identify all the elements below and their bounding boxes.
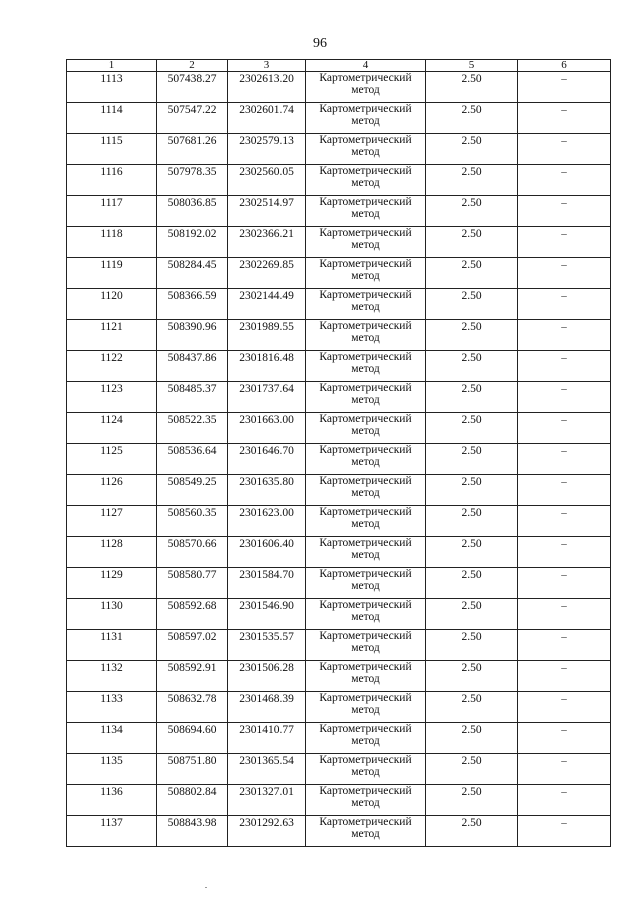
table-row [67, 506, 611, 537]
point-number-cell: 1120 [67, 289, 157, 320]
point-number-cell: 1133 [67, 692, 157, 723]
accuracy-cell: 2.50 [426, 816, 518, 847]
point-number-cell: 1130 [67, 599, 157, 630]
table-row [67, 103, 611, 134]
header-cell: 5 [426, 60, 518, 72]
x-coordinate-cell: 508592.91 [157, 661, 228, 692]
method-cell: Картометрический метод [306, 599, 426, 630]
note-cell: – [518, 785, 611, 816]
table-header-row [67, 60, 611, 72]
x-coordinate-cell: 508549.25 [157, 475, 228, 506]
accuracy-cell: 2.50 [426, 723, 518, 754]
x-coordinate-cell: 507978.35 [157, 165, 228, 196]
x-coordinate-cell: 508390.96 [157, 320, 228, 351]
table-row [67, 568, 611, 599]
accuracy-cell: 2.50 [426, 661, 518, 692]
method-cell: Картометрический метод [306, 103, 426, 134]
method-cell: Картометрический метод [306, 661, 426, 692]
y-coordinate-cell: 2302366.21 [228, 227, 306, 258]
accuracy-cell: 2.50 [426, 537, 518, 568]
accuracy-cell: 2.50 [426, 599, 518, 630]
method-cell: Картометрический метод [306, 723, 426, 754]
accuracy-cell: 2.50 [426, 258, 518, 289]
method-cell: Картометрический метод [306, 165, 426, 196]
table-row [67, 692, 611, 723]
accuracy-cell: 2.50 [426, 444, 518, 475]
accuracy-cell: 2.50 [426, 320, 518, 351]
accuracy-cell: 2.50 [426, 165, 518, 196]
table-row [67, 165, 611, 196]
method-cell: Картометрический метод [306, 816, 426, 847]
note-cell: – [518, 134, 611, 165]
point-number-cell: 1117 [67, 196, 157, 227]
note-cell: – [518, 475, 611, 506]
page-number: 96 [313, 36, 327, 51]
point-number-cell: 1113 [67, 72, 157, 103]
note-cell: – [518, 630, 611, 661]
point-number-cell: 1122 [67, 351, 157, 382]
x-coordinate-cell: 508284.45 [157, 258, 228, 289]
method-cell: Картометрический метод [306, 506, 426, 537]
y-coordinate-cell: 2301989.55 [228, 320, 306, 351]
y-coordinate-cell: 2301663.00 [228, 413, 306, 444]
note-cell: – [518, 537, 611, 568]
y-coordinate-cell: 2301506.28 [228, 661, 306, 692]
note-cell: – [518, 568, 611, 599]
note-cell: – [518, 754, 611, 785]
method-cell: Картометрический метод [306, 754, 426, 785]
accuracy-cell: 2.50 [426, 227, 518, 258]
x-coordinate-cell: 508536.64 [157, 444, 228, 475]
y-coordinate-cell: 2301546.90 [228, 599, 306, 630]
note-cell: – [518, 196, 611, 227]
y-coordinate-cell: 2302601.74 [228, 103, 306, 134]
accuracy-cell: 2.50 [426, 289, 518, 320]
table-row [67, 289, 611, 320]
method-cell: Картометрический метод [306, 289, 426, 320]
method-cell: Картометрический метод [306, 351, 426, 382]
header-cell: 4 [306, 60, 426, 72]
table-row [67, 754, 611, 785]
note-cell: – [518, 816, 611, 847]
method-cell: Картометрический метод [306, 196, 426, 227]
coordinates-table [66, 59, 611, 847]
note-cell: – [518, 723, 611, 754]
method-cell: Картометрический метод [306, 413, 426, 444]
method-cell: Картометрический метод [306, 444, 426, 475]
y-coordinate-cell: 2301635.80 [228, 475, 306, 506]
x-coordinate-cell: 508485.37 [157, 382, 228, 413]
accuracy-cell: 2.50 [426, 103, 518, 134]
y-coordinate-cell: 2301292.63 [228, 816, 306, 847]
x-coordinate-cell: 508560.35 [157, 506, 228, 537]
table-row [67, 785, 611, 816]
point-number-cell: 1114 [67, 103, 157, 134]
note-cell: – [518, 692, 611, 723]
method-cell: Картометрический метод [306, 258, 426, 289]
accuracy-cell: 2.50 [426, 413, 518, 444]
y-coordinate-cell: 2302269.85 [228, 258, 306, 289]
header-cell: 6 [518, 60, 611, 72]
x-coordinate-cell: 508843.98 [157, 816, 228, 847]
note-cell: – [518, 382, 611, 413]
y-coordinate-cell: 2301410.77 [228, 723, 306, 754]
method-cell: Картометрический метод [306, 537, 426, 568]
method-cell: Картометрический метод [306, 72, 426, 103]
note-cell: – [518, 444, 611, 475]
table-row [67, 444, 611, 475]
accuracy-cell: 2.50 [426, 134, 518, 165]
table-row [67, 816, 611, 847]
x-coordinate-cell: 508036.85 [157, 196, 228, 227]
table-row [67, 537, 611, 568]
note-cell: – [518, 506, 611, 537]
accuracy-cell: 2.50 [426, 351, 518, 382]
accuracy-cell: 2.50 [426, 568, 518, 599]
x-coordinate-cell: 507547.22 [157, 103, 228, 134]
y-coordinate-cell: 2301468.39 [228, 692, 306, 723]
x-coordinate-cell: 508694.60 [157, 723, 228, 754]
y-coordinate-cell: 2301327.01 [228, 785, 306, 816]
accuracy-cell: 2.50 [426, 382, 518, 413]
table-row [67, 599, 611, 630]
point-number-cell: 1132 [67, 661, 157, 692]
accuracy-cell: 2.50 [426, 475, 518, 506]
y-coordinate-cell: 2301737.64 [228, 382, 306, 413]
scan-speck [205, 887, 207, 888]
table-body [67, 72, 611, 847]
table-row [67, 382, 611, 413]
point-number-cell: 1124 [67, 413, 157, 444]
header-cell: 1 [67, 60, 157, 72]
method-cell: Картометрический метод [306, 475, 426, 506]
table-row [67, 723, 611, 754]
accuracy-cell: 2.50 [426, 785, 518, 816]
note-cell: – [518, 227, 611, 258]
method-cell: Картометрический метод [306, 320, 426, 351]
method-cell: Картометрический метод [306, 692, 426, 723]
point-number-cell: 1137 [67, 816, 157, 847]
x-coordinate-cell: 508597.02 [157, 630, 228, 661]
point-number-cell: 1126 [67, 475, 157, 506]
note-cell: – [518, 351, 611, 382]
point-number-cell: 1134 [67, 723, 157, 754]
point-number-cell: 1136 [67, 785, 157, 816]
accuracy-cell: 2.50 [426, 630, 518, 661]
y-coordinate-cell: 2302144.49 [228, 289, 306, 320]
table-row [67, 320, 611, 351]
note-cell: – [518, 661, 611, 692]
x-coordinate-cell: 508570.66 [157, 537, 228, 568]
table-row [67, 475, 611, 506]
accuracy-cell: 2.50 [426, 754, 518, 785]
table-row [67, 72, 611, 103]
point-number-cell: 1119 [67, 258, 157, 289]
point-number-cell: 1127 [67, 506, 157, 537]
point-number-cell: 1115 [67, 134, 157, 165]
y-coordinate-cell: 2302560.05 [228, 165, 306, 196]
accuracy-cell: 2.50 [426, 692, 518, 723]
x-coordinate-cell: 508437.86 [157, 351, 228, 382]
table-row [67, 661, 611, 692]
y-coordinate-cell: 2301646.70 [228, 444, 306, 475]
y-coordinate-cell: 2301365.54 [228, 754, 306, 785]
method-cell: Картометрический метод [306, 134, 426, 165]
x-coordinate-cell: 507681.26 [157, 134, 228, 165]
y-coordinate-cell: 2301584.70 [228, 568, 306, 599]
point-number-cell: 1131 [67, 630, 157, 661]
method-cell: Картометрический метод [306, 630, 426, 661]
y-coordinate-cell: 2301535.57 [228, 630, 306, 661]
y-coordinate-cell: 2302579.13 [228, 134, 306, 165]
x-coordinate-cell: 508366.59 [157, 289, 228, 320]
note-cell: – [518, 103, 611, 134]
method-cell: Картометрический метод [306, 382, 426, 413]
table-row [67, 630, 611, 661]
method-cell: Картометрический метод [306, 785, 426, 816]
point-number-cell: 1125 [67, 444, 157, 475]
x-coordinate-cell: 508192.02 [157, 227, 228, 258]
y-coordinate-cell: 2301606.40 [228, 537, 306, 568]
note-cell: – [518, 413, 611, 444]
table-row [67, 413, 611, 444]
table-row [67, 258, 611, 289]
table-row [67, 227, 611, 258]
x-coordinate-cell: 508580.77 [157, 568, 228, 599]
point-number-cell: 1135 [67, 754, 157, 785]
accuracy-cell: 2.50 [426, 196, 518, 227]
x-coordinate-cell: 508632.78 [157, 692, 228, 723]
x-coordinate-cell: 507438.27 [157, 72, 228, 103]
note-cell: – [518, 72, 611, 103]
header-cell: 2 [157, 60, 228, 72]
table-row [67, 196, 611, 227]
x-coordinate-cell: 508802.84 [157, 785, 228, 816]
point-number-cell: 1121 [67, 320, 157, 351]
table-row [67, 351, 611, 382]
x-coordinate-cell: 508522.35 [157, 413, 228, 444]
y-coordinate-cell: 2302514.97 [228, 196, 306, 227]
y-coordinate-cell: 2302613.20 [228, 72, 306, 103]
method-cell: Картометрический метод [306, 568, 426, 599]
note-cell: – [518, 289, 611, 320]
note-cell: – [518, 320, 611, 351]
accuracy-cell: 2.50 [426, 506, 518, 537]
header-cell: 3 [228, 60, 306, 72]
table-row [67, 134, 611, 165]
note-cell: – [518, 258, 611, 289]
point-number-cell: 1116 [67, 165, 157, 196]
method-cell: Картометрический метод [306, 227, 426, 258]
note-cell: – [518, 165, 611, 196]
point-number-cell: 1128 [67, 537, 157, 568]
point-number-cell: 1118 [67, 227, 157, 258]
y-coordinate-cell: 2301816.48 [228, 351, 306, 382]
accuracy-cell: 2.50 [426, 72, 518, 103]
x-coordinate-cell: 508751.80 [157, 754, 228, 785]
x-coordinate-cell: 508592.68 [157, 599, 228, 630]
y-coordinate-cell: 2301623.00 [228, 506, 306, 537]
point-number-cell: 1129 [67, 568, 157, 599]
note-cell: – [518, 599, 611, 630]
point-number-cell: 1123 [67, 382, 157, 413]
